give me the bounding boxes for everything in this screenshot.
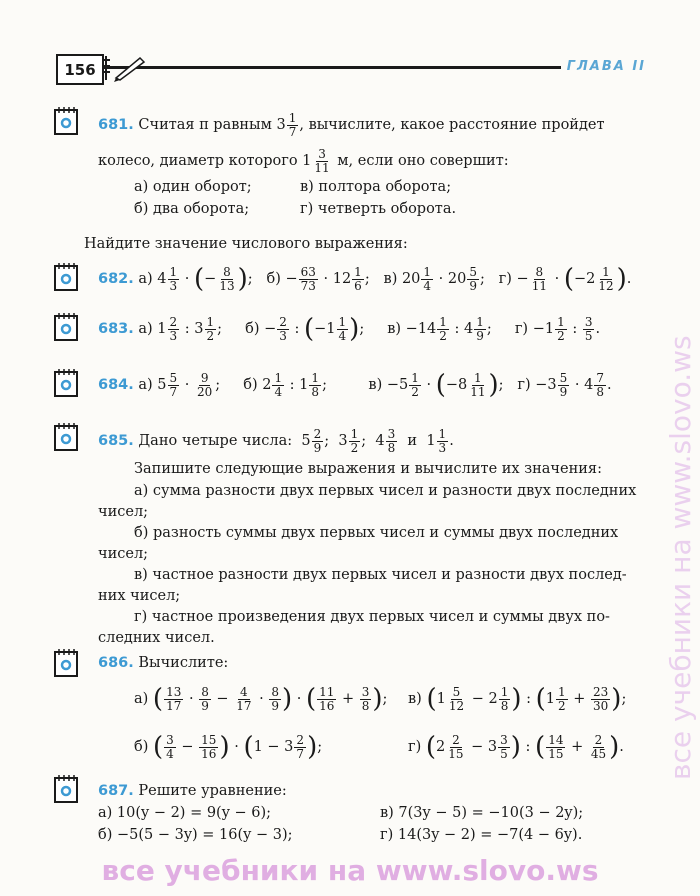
problem-686-a: а) ( $\frac{13}{17}$ · $\frac{8}{9}$ − $\frac{4}{17}$ · $\frac{8}{9}$ ) · ( $\frac{11}{16}$ + $\frac{3}{8}$ );: [134, 684, 388, 715]
problem-681-line2: колесо, диаметр которого 1 $\frac{3}{11}$ м, если оно совершит:: [98, 147, 509, 175]
problem-685-b2: чисел;: [98, 546, 149, 562]
fraction: $\frac{3}{11}$: [314, 147, 330, 175]
problem-685-v1: в) частное разности двух первых чисел и разности двух послед-: [134, 567, 627, 583]
problem-686-v: в) (1 $\frac{5}{12}$ − 2 $\frac{1}{8}$ ) : (1 $\frac{1}{2}$ + $\frac{23}{30}$ );: [408, 684, 627, 715]
problem-685-a1: а) сумма разности двух первых чисел и разности двух последних: [134, 483, 637, 499]
problem-681-option-a: а) один оборот;: [134, 179, 252, 195]
problem-682: 682. а) 4 $\frac{1}{3}$ · (− $\frac{8}{13}$ ); б) − $\frac{63}{73}$ · 12 $\frac{1}{6}$ ; в) 20 $\frac{1}{4}$ · 20 $\frac{5}{9}$ ; г) − $\frac{8}{11}$ · (−2 $\frac{1}{12}$ ).: [98, 264, 632, 295]
notebook-icon: [52, 368, 80, 398]
problem-685-a2: чисел;: [98, 504, 149, 520]
bottom-watermark: все учебники на www.slovo.ws: [101, 854, 599, 887]
problem-681-option-v: в) полтора оборота;: [300, 179, 452, 195]
notebook-icon: [52, 262, 80, 292]
problem-683: 683. а) 1 $\frac{2}{3}$ : 3 $\frac{1}{2}$ ; б) − $\frac{2}{3}$ : (−1 $\frac{1}{4}$ ); в) −14 $\frac{1}{2}$ : 4 $\frac{1}{9}$ ; г) −1 $\frac{1}{2}$ : $\frac{3}{5}$ .: [98, 314, 601, 345]
problem-685-g1: г) частное произведения двух первых чисел и суммы двух по-: [134, 609, 610, 625]
problem-685-g2: следних чисел.: [98, 630, 215, 646]
problem-685-b1: б) разность суммы двух первых чисел и суммы двух последних: [134, 525, 619, 541]
page-header: [56, 46, 646, 84]
pencil-icon: [102, 52, 146, 84]
problem-685-intro: 685. Дано четыре числа: 5 $\frac{2}{9}$ ; 3 $\frac{1}{2}$ ; 4 $\frac{3}{8}$ и 1 $\frac{1}{3}$ .: [98, 427, 454, 455]
notebook-icon: [52, 312, 80, 342]
problem-685-v2: них чисел;: [98, 588, 181, 604]
problem-681-line1: 681. Считая π равным 3 $\frac{1}{7}$ , вычислите, какое расстояние пройдет: [98, 111, 605, 139]
problem-687-v: в) 7(3y − 5) = −10(3 − 2y);: [380, 805, 584, 821]
fraction: $\frac{1}{7}$: [288, 111, 297, 139]
notebook-icon: [52, 648, 80, 678]
problem-681-option-b: б) два оборота;: [134, 201, 250, 217]
problem-681-option-g: г) четверть оборота.: [300, 201, 457, 217]
notebook-icon: [52, 106, 80, 136]
problem-687-title: 687. Решите уравнение:: [98, 783, 287, 799]
page-number: 156: [56, 54, 104, 85]
problem-686-g: г) (2 $\frac{2}{15}$ − 3 $\frac{3}{5}$ ) : ( $\frac{14}{15}$ + $\frac{2}{45}$ ).: [408, 732, 624, 763]
problem-687-g: г) 14(3y − 2) = −7(4 − 6y).: [380, 827, 583, 843]
side-watermark: [660, 120, 700, 800]
notebook-icon: [52, 422, 80, 452]
problem-687-a: а) 10(y − 2) = 9(y − 6);: [98, 805, 272, 821]
chapter-title: ГЛАВА II: [561, 59, 646, 74]
problem-685-task: Запишите следующие выражения и вычислите их значения:: [134, 461, 602, 477]
problem-684: 684. а) 5 $\frac{5}{7}$ · $\frac{9}{20}$ ; б) 2 $\frac{1}{4}$ : 1 $\frac{1}{8}$ ; в) −5 $\frac{1}{2}$ · (−8 $\frac{1}{11}$ ); г) −3 $\frac{5}{9}$ · 4 $\frac{7}{8}$ .: [98, 370, 612, 401]
problem-686-b: б) ( $\frac{3}{4}$ − $\frac{15}{16}$ ) · (1 − 3 $\frac{2}{7}$ );: [134, 732, 323, 763]
problem-687-b: б) −5(5 − 3y) = 16(y − 3);: [98, 827, 293, 843]
notebook-icon: [52, 774, 80, 804]
problem-686-title: 686. Вычислите:: [98, 655, 229, 671]
instruction-text: Найдите значение числового выражения:: [84, 236, 408, 252]
svg-text:все учебники на www.slovo.ws: все учебники на www.slovo.ws: [664, 335, 697, 780]
